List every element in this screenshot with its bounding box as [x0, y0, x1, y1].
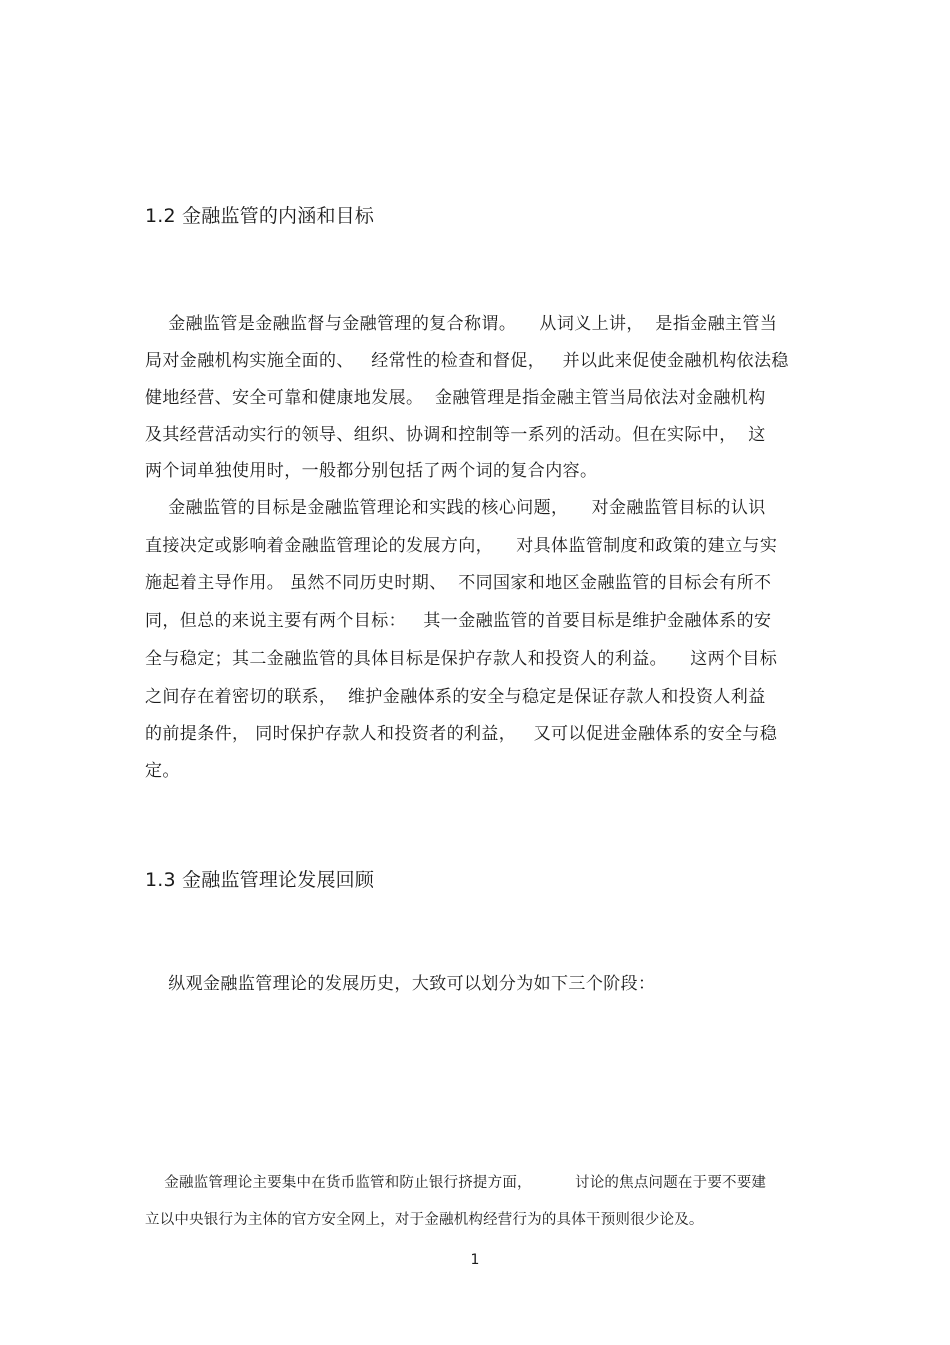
intro-line: 纵观金融监管理论的发展历史，大致可以划分为如下三个阶段：	[145, 974, 656, 994]
paragraph-line: 的前提条件， 同时保护存款人和投资者的利益， 又可以促进金融体系的安全与稳	[145, 724, 778, 744]
paragraph-line: 施起着主导作用。 虽然不同历史时期、 不同国家和地区金融监管的目标会有所不	[145, 573, 772, 593]
paragraph-line: 同，但总的来说主要有两个目标： 其一金融监管的首要目标是维护金融体系的安	[145, 611, 772, 631]
paragraph-line: 定。	[145, 761, 180, 781]
paragraph-line: 局对金融机构实施全面的、 经常性的检查和督促， 并以此来促使金融机构依法稳	[145, 351, 789, 371]
note-line: 金融监管理论主要集中在货币监管和防止银行挤提方面， 讨论的焦点问题在于要不要建	[145, 1175, 767, 1191]
paragraph-line: 金融监管的目标是金融监管理论和实践的核心问题， 对金融监管目标的认识	[145, 498, 766, 518]
note-line: 立以中央银行为主体的官方安全网上，对于金融机构经营行为的具体干预则很少论及。	[145, 1212, 704, 1228]
section-1-2-heading: 1.2 金融监管的内涵和目标	[145, 205, 375, 227]
paragraph-line: 之间存在着密切的联系， 维护金融体系的安全与稳定是保证存款人和投资人利益	[145, 687, 766, 707]
page-number: 1	[470, 1252, 480, 1268]
paragraph-line: 及其经营活动实行的领导、组织、协调和控制等一系列的活动。但在实际中， 这	[145, 425, 766, 445]
paragraph-line: 两个词单独使用时，一般都分别包括了两个词的复合内容。	[145, 461, 598, 481]
paragraph-line: 全与稳定；其二金融监管的具体目标是保护存款人和投资人的利益。 这两个目标	[145, 649, 778, 669]
paragraph-line: 直接决定或影响着金融监管理论的发展方向， 对具体监管制度和政策的建立与实	[145, 536, 778, 556]
paragraph-line: 金融监管是金融监督与金融管理的复合称谓。 从词义上讲， 是指金融主管当	[145, 314, 778, 334]
section-1-3-heading: 1.3 金融监管理论发展回顾	[145, 869, 375, 891]
paragraph-line: 健地经营、安全可靠和健康地发展。 金融管理是指金融主管当局依法对金融机构	[145, 388, 766, 408]
